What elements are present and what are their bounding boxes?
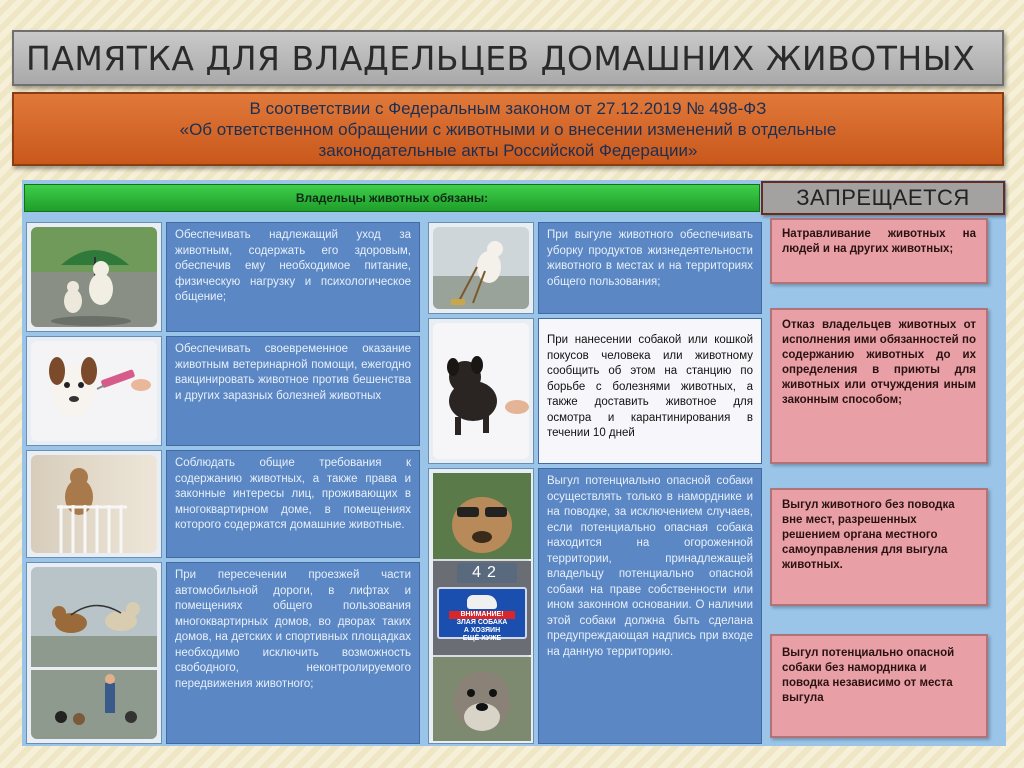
- obligations-header: Владельцы животных обязаны:: [24, 184, 760, 212]
- forbidden-dangerous-dog: Выгул потенциально опасной собаки без намордника и поводка независимо от места выгула: [770, 634, 988, 738]
- sign-house-number: 42: [457, 563, 517, 583]
- forbidden-incitement: Натравливание животных на людей и на других животных;: [770, 218, 988, 284]
- obligation-bite-report: При нанесении собакой или кошкой покусов человека или животному сообщить об этом на станцию по борьбе с болезнями животных, а также доставить животное для осмотра и карантинирования в течении 10 дней: [538, 318, 762, 464]
- obligation-care: Обеспечивать надлежащий уход за животным, содержать его здоровым, обеспечив ему необходимое питание, физическую нагрузку и психологическое общение;: [166, 222, 420, 332]
- sign-plate: [437, 587, 527, 642]
- sign-line-3: А ХОЗЯИН: [463, 627, 501, 634]
- forbidden-no-leash: Выгул животного без поводка вне мест, разрешенных решением органа местного самоуправления для выгула животных.: [770, 488, 988, 606]
- sign-line-4: ЕЩЁ ХУЖЕ: [462, 635, 502, 642]
- photo-dogs-on-leash: [26, 562, 162, 744]
- law-reference-box: [12, 92, 1004, 166]
- schnauzer-icon: [433, 657, 531, 741]
- photo-dog-behind-gate: [26, 450, 162, 558]
- photo-dog-vaccination: [26, 336, 162, 446]
- dog-syringe-icon: [31, 341, 159, 443]
- sign-line-2: ЗЛАЯ СОБАКА: [456, 619, 508, 626]
- sign-line-1: ВНИМАНИЕ!: [449, 611, 515, 619]
- obligation-vet-care: Обеспечивать своевременное оказание животным ветеринарной помощи, ежегодно вакцинировать животное против бешенства и других заразных болезней животных: [166, 336, 420, 446]
- dogs-umbrella-icon: [31, 227, 159, 329]
- page-title: ПАМЯТКА ДЛЯ ВЛАДЕЛЬЦЕВ ДОМАШНИХ ЖИВОТНЫХ: [26, 38, 976, 78]
- dogs-walking-icon: [31, 567, 159, 741]
- page-title-bar: [12, 30, 1004, 86]
- photo-dogs-in-rain: [26, 222, 162, 332]
- obligation-dangerous-dog: Выгул потенциально опасной собаки осуществлять только в наморднике и на поводке, за исключением случаев, если потенциально опасная собака находится на огороженной территории, принадлежащей владельцу потенциально опасной собаки на праве собственности или ином законном основании. О наличии этой собаки должна быть сделана предупреждающая надпись при входе на данную территорию.: [538, 468, 762, 744]
- dog-sunglasses-icon: [433, 473, 531, 563]
- forbidden-refusal: Отказ владельцев животных от исполнения ими обязанностей по содержанию животных до их определения в приюты для животных или отчуждения иным законным способом;: [770, 308, 988, 464]
- obligation-control-movement: При пересечении проезжей части автомобильной дороги, в лифтах и помещениях общего пользования многоквартирных домов, во дворах таких домов, на детских и спортивных площадках необходимо исключить возможность свободного, неконтролируемого передвижения животного;: [166, 562, 420, 744]
- warning-sign: [433, 561, 531, 655]
- photo-dog-cleaning: [428, 222, 534, 314]
- law-line-3: законодательные акты Российской Федерации»: [318, 141, 698, 160]
- photo-puppy-bite: [428, 318, 534, 464]
- law-line-2: «Об ответственном обращении с животными и о внесении изменений в отдельные: [179, 120, 837, 139]
- obligation-requirements: Соблюдать общие требования к содержанию животных, а также права и законные интересы лиц, проживающих в многоквартирном доме, в помещениях которого содержатся домашние животные.: [166, 450, 420, 558]
- dog-broom-icon: [433, 227, 531, 311]
- obligation-cleaning: При выгуле животного обеспечивать уборку продуктов жизнедеятельности животного в местах и на территориях общего пользования;: [538, 222, 762, 314]
- sign-dog-icon: [467, 595, 497, 609]
- forbidden-header: ЗАПРЕЩАЕТСЯ: [761, 181, 1005, 215]
- dog-gate-icon: [31, 455, 159, 555]
- photo-dangerous-dogs: [428, 468, 534, 744]
- puppy-icon: [433, 323, 531, 461]
- law-line-1: В соответствии с Федеральным законом от 27.12.2019 № 498-ФЗ: [249, 99, 767, 118]
